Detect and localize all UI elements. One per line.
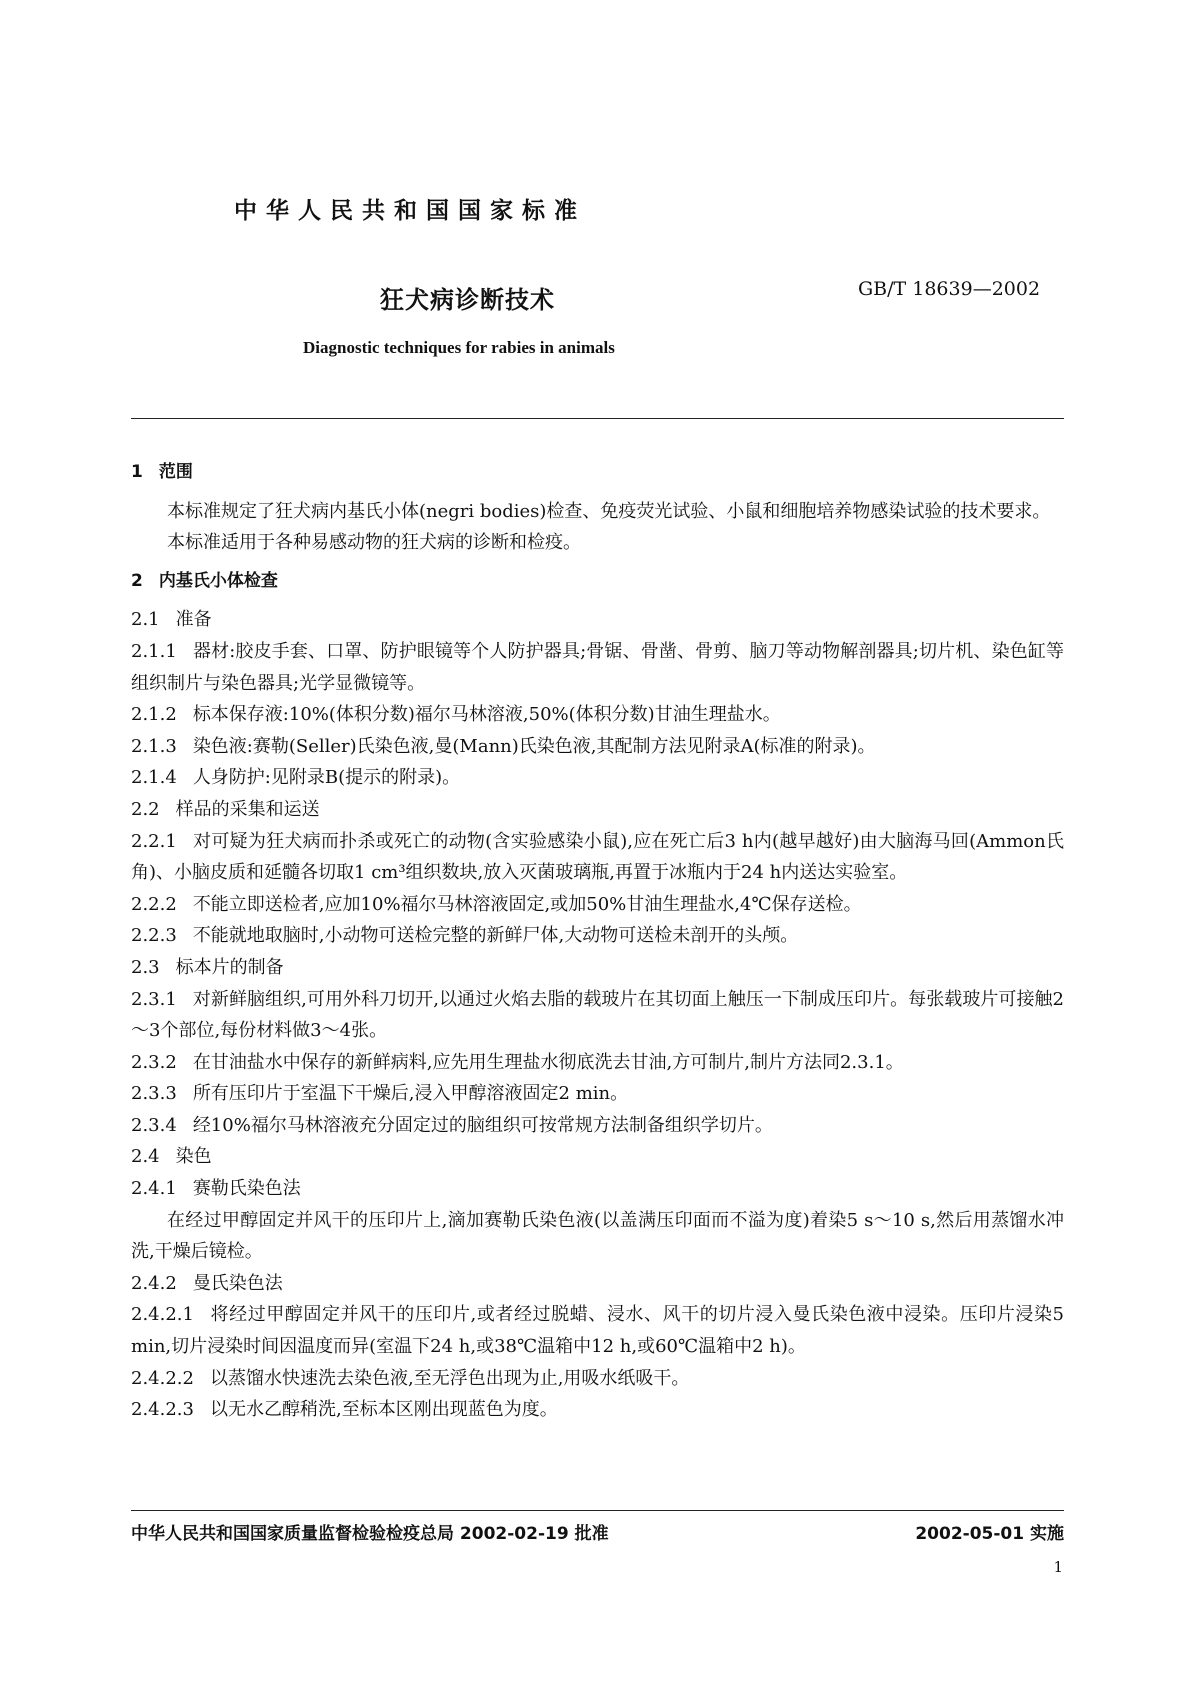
paragraph [131, 1363, 1064, 1395]
clause-text: 本标准适用于各种易感动物的狂犬病的诊断和检疫。 [167, 532, 581, 554]
paragraph [131, 762, 1064, 794]
clause-text: 以蒸馏水快速洗去染色液,至无浮色出现为止,用吸水纸吸干。 [209, 1367, 690, 1389]
paragraph [131, 920, 1064, 952]
paragraph [131, 1141, 1064, 1173]
clause-text: 对可疑为狂犬病而扑杀或死亡的动物(含实验感染小鼠),应在死亡后3 h内(越早越好)由大脑海马回(Ammon氏角)、小脑皮质和延髓各切取1 cm³组织数块,放入灭菌玻璃瓶,再置于冰瓶内于24 h内送达实验室。 [131, 830, 1064, 884]
paragraph [131, 731, 1064, 763]
clause-text: 将经过甲醇固定并风干的压印片,或者经过脱蜡、浸水、风干的切片浸入曼氏染色液中浸染。压印片浸染5 min,切片浸染时间因温度而异(室温下24 h,或38℃温箱中12 h,或60℃温箱中2 h)。 [131, 1304, 1064, 1358]
clause-text: 对新鲜脑组织,可用外科刀切开,以通过火焰去脂的载玻片在其切面上触压一下制成压印片。每张载玻片可接触2～3个部位,每份材料做3～4张。 [131, 988, 1064, 1042]
clause-number: 2.2.1 [131, 830, 177, 852]
clause-text: 所有压印片于室温下干燥后,浸入甲醇溶液固定2 min。 [192, 1083, 629, 1105]
clause-number: 2.1.2 [131, 704, 177, 726]
clause-number: 2.4 [131, 1146, 160, 1168]
clause-text: 人身防护:见附录B(提示的附录)。 [192, 767, 461, 789]
paragraph [131, 699, 1064, 731]
paragraph [131, 1078, 1064, 1110]
clause-text: 内基氏小体检查 [158, 570, 278, 591]
document-body [131, 450, 1064, 1426]
paragraph [131, 952, 1064, 984]
clause-text: 标本保存液:10%(体积分数)福尔马林溶液,50%(体积分数)甘油生理盐水。 [192, 704, 781, 726]
clause-text: 赛勒氏染色法 [192, 1178, 301, 1200]
clause-text: 经10%福尔马林溶液充分固定过的脑组织可按常规方法制备组织学切片。 [192, 1114, 773, 1136]
footer-divider [131, 1510, 1064, 1511]
english-title: Diagnostic techniques for rabies in animals [303, 338, 615, 357]
paragraph [131, 794, 1064, 826]
clause-number: 2.2.3 [131, 925, 177, 947]
approval-info: 中华人民共和国国家质量监督检验检疫总局 2002-02-19 批准 [131, 1524, 609, 1544]
paragraph [131, 1268, 1064, 1300]
paragraph [131, 1394, 1064, 1426]
paragraph [131, 604, 1064, 636]
clause-text: 本标准规定了狂犬病内基氏小体(negri bodies)检查、免疫荧光试验、小鼠和细胞培养物感染试验的技术要求。 [167, 500, 1051, 522]
section-heading [131, 566, 1064, 598]
clause-number: 2.4.2 [131, 1272, 177, 1294]
clause-text: 以无水乙醇稍洗,至标本区刚出现蓝色为度。 [209, 1399, 558, 1421]
clause-text: 染色液:赛勒(Seller)氏染色液,曼(Mann)氏染色液,其配制方法见附录A(标准的附录)。 [192, 735, 876, 757]
clause-number: 2.4.1 [131, 1178, 177, 1200]
clause-number: 1 [131, 462, 143, 482]
clause-number: 2.4.2.2 [131, 1367, 194, 1389]
clause-number: 2.3.1 [131, 988, 177, 1010]
page-number: 1 [1053, 1558, 1063, 1576]
clause-text: 不能就地取脑时,小动物可送检完整的新鲜尸体,大动物可送检未剖开的头颅。 [192, 925, 799, 947]
paragraph [131, 496, 1064, 528]
clause-text: 范围 [158, 462, 193, 482]
clause-text: 染色 [175, 1146, 212, 1168]
clause-text: 准备 [175, 609, 212, 631]
paragraph [131, 1205, 1064, 1268]
clause-number: 2.1.3 [131, 735, 177, 757]
clause-number: 2.2.2 [131, 893, 177, 915]
paragraph [131, 1299, 1064, 1362]
clause-number: 2.3.4 [131, 1114, 177, 1136]
clause-number: 2.3.3 [131, 1083, 177, 1105]
paragraph [131, 826, 1064, 889]
paragraph [131, 1173, 1064, 1205]
clause-text: 样品的采集和运送 [175, 798, 320, 820]
clause-text: 在经过甲醇固定并风干的压印片上,滴加赛勒氏染色液(以盖满压印面而不溢为度)着染5 s～10 s,然后用蒸馏水冲洗,干燥后镜检。 [131, 1209, 1064, 1263]
clause-number: 2.3.2 [131, 1051, 177, 1073]
paragraph [131, 984, 1064, 1047]
clause-text: 器材:胶皮手套、口罩、防护眼镜等个人防护器具;骨锯、骨凿、骨剪、脑刀等动物解剖器具;切片机、染色缸等组织制片与染色器具;光学显微镜等。 [131, 640, 1064, 694]
document-title: 狂犬病诊断技术 [380, 286, 555, 314]
clause-number: 2 [131, 570, 143, 591]
standard-code: GB/T 18639—2002 [858, 278, 1041, 300]
clause-number: 2.3 [131, 956, 160, 978]
clause-text: 标本片的制备 [175, 956, 284, 978]
clause-number: 2.1.4 [131, 767, 177, 789]
clause-text: 不能立即送检者,应加10%福尔马林溶液固定,或加50%甘油生理盐水,4℃保存送检。 [192, 893, 862, 915]
clause-number: 2.4.2.1 [131, 1304, 194, 1326]
clause-number: 2.1.1 [131, 640, 177, 662]
clause-number: 2.1 [131, 609, 160, 631]
header-divider [131, 418, 1064, 419]
clause-text: 曼氏染色法 [192, 1272, 283, 1294]
paragraph [131, 889, 1064, 921]
clause-number: 2.2 [131, 798, 160, 820]
clause-number: 2.4.2.3 [131, 1399, 194, 1421]
paragraph [131, 636, 1064, 699]
effective-date: 2002-05-01 实施 [915, 1524, 1064, 1544]
section-heading [131, 457, 1064, 489]
paragraph [131, 1047, 1064, 1079]
paragraph [131, 527, 1064, 559]
standard-type-heading: 中华人民共和国国家标准 [234, 198, 586, 224]
clause-text: 在甘油盐水中保存的新鲜病料,应先用生理盐水彻底洗去甘油,方可制片,制片方法同2.3.1。 [192, 1051, 904, 1073]
paragraph [131, 1110, 1064, 1142]
